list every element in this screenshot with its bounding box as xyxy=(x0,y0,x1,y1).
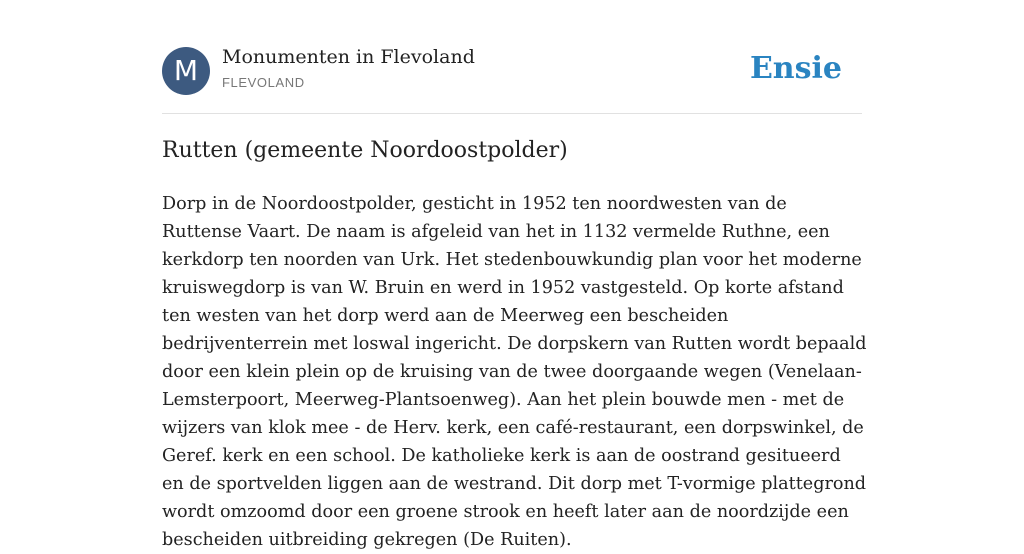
source-avatar[interactable]: M xyxy=(162,47,210,95)
source-category[interactable]: FLEVOLAND xyxy=(222,75,305,90)
article-body: Dorp in de Noordoostpolder, gesticht in 1952 ten noordwesten van de Ruttense Vaart. De naam is afgeleid van het in 1132 vermelde Ruthne, een kerkdorp ten noorden van Urk. Het stedenbouwkundig plan voor het moderne kruiswegdorp is van W. Bruin en werd in 1952 vastgesteld. Op korte afstand ten westen van het dorp werd aan de Meerweg een bescheiden bedrijventerrein met loswal ingericht. De dorpskern van Rutten wordt bepaald door een klein plein op de kruising van de twee doorgaande wegen (Venelaan-Lemsterpoort, Meerweg-Plantsoenweg). Aan het plein bouwde men - met de wijzers van klok mee - de Herv. kerk, een café-restaurant, een dorpswinkel, de Geref. kerk en een school. De katholieke kerk is aan de oostrand gesitueerd en de sportvelden liggen aan de westrand. Dit dorp met T-vormige plattegrond wordt omzoomd door een groene strook en heeft later aan de noordzijde een bescheiden uitbreiding gekregen (De Ruiten). xyxy=(162,194,867,550)
source-title-link[interactable]: Monumenten in Flevoland xyxy=(222,46,475,68)
article-title: Rutten (gemeente Noordoostpolder) xyxy=(162,138,568,163)
brand-logo[interactable]: Ensie xyxy=(749,51,842,86)
content-container xyxy=(162,0,867,550)
header xyxy=(162,0,862,114)
